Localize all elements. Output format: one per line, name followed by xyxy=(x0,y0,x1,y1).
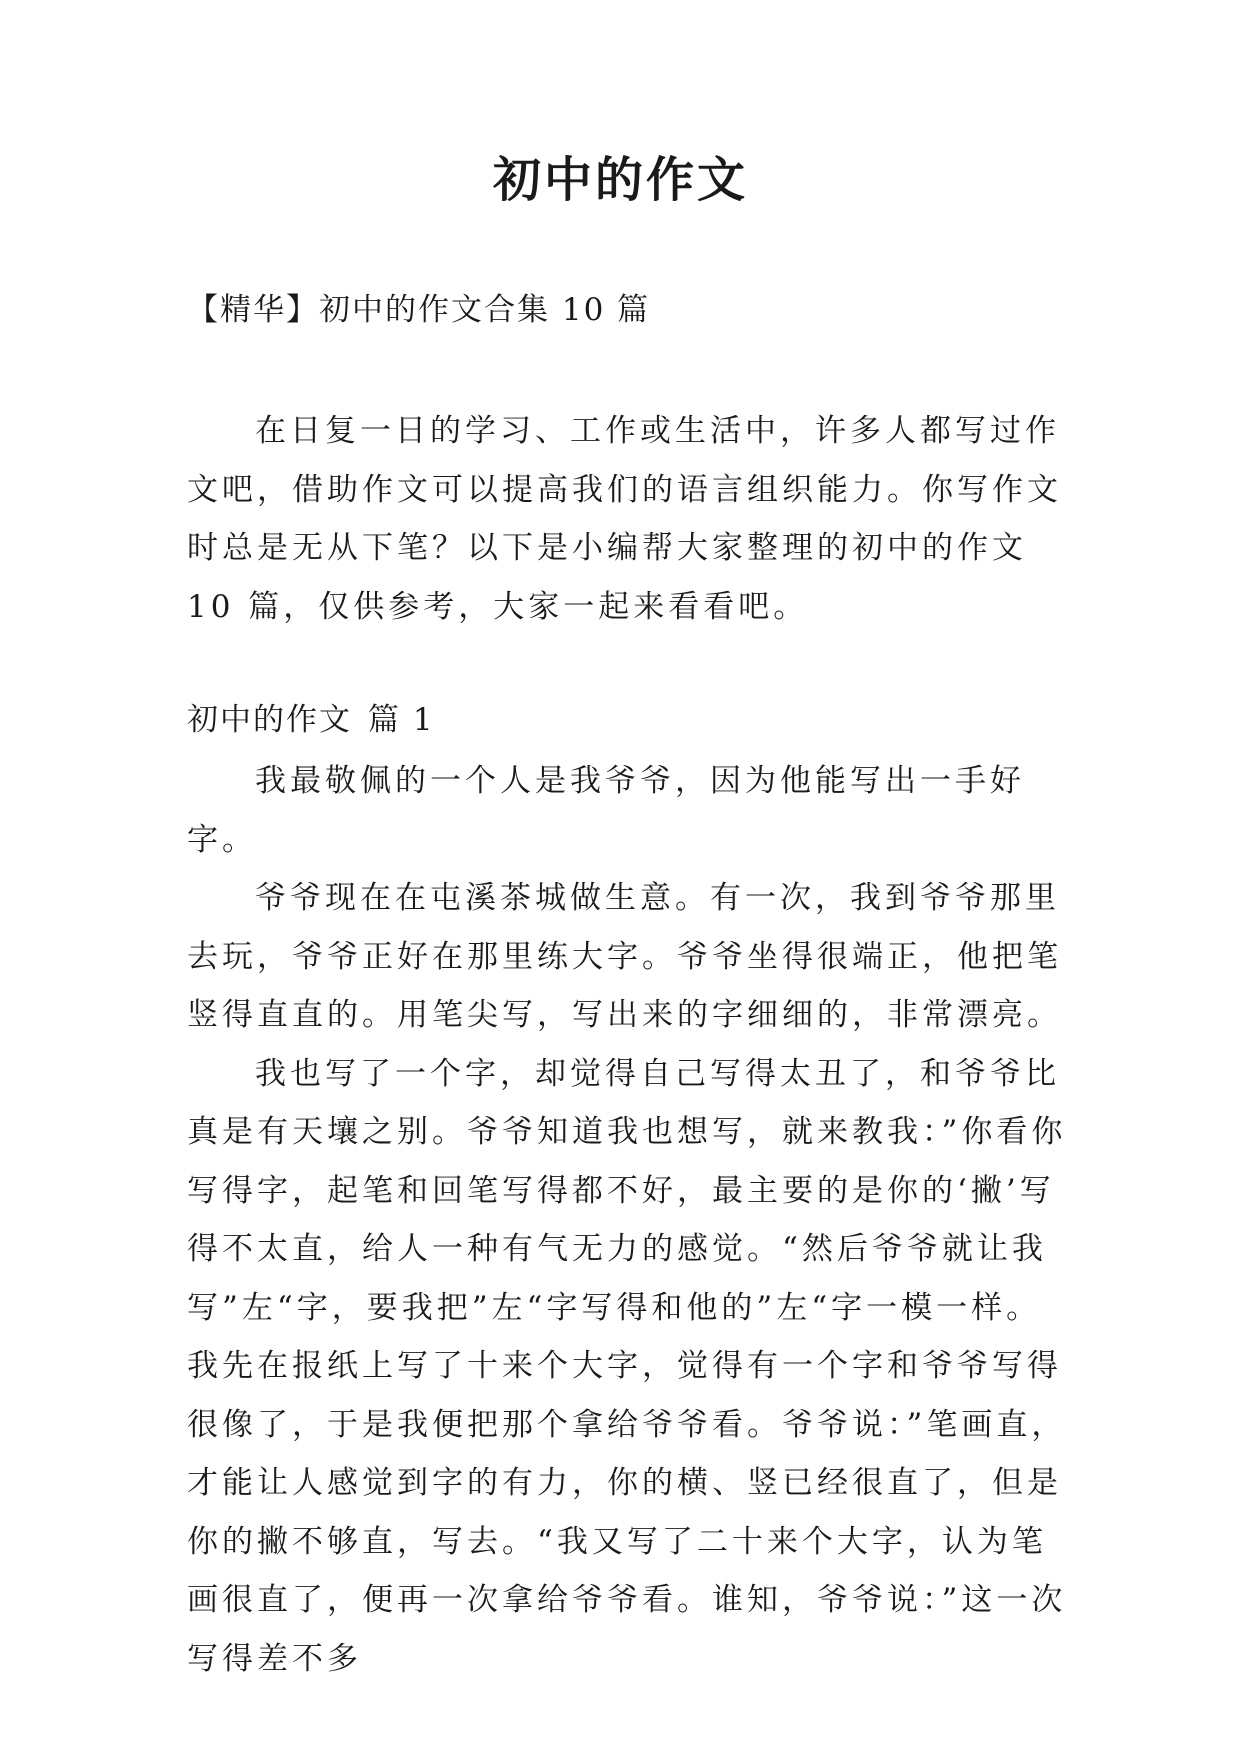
section-heading-title: 初中的作文 xyxy=(187,702,352,738)
essay-paragraph: 爷爷现在在屯溪茶城做生意。有一次，我到爷爷那里去玩，爷爷正好在那里练大字。爷爷坐得很端正，他把笔竖得直直的。用笔尖写，写出来的字细细的，非常漂亮。 xyxy=(187,880,1062,1033)
document-title: 初中的作文 xyxy=(492,152,748,208)
essay-paragraph: 我也写了一个字，却觉得自己写得太丑了，和爷爷比真是有天壤之别。爷爷知道我也想写，就来教我：”你看你写得字，起笔和回笔写得都不好，最主要的是你的‘撇’写得不太直，给人一种有气无力的感觉。“然后爷爷就让我写”左“字，要我把”左“字写得和他的”左“字一模一样。我先在报纸上写了十来个大字，觉得有一个字和爷爷写得很像了，于是我便把那个拿给爷爷看。爷爷说：”笔画直，才能让人感觉到字的有力，你的横、竖已经很直了，但是你的撇不够直，写去。“我又写了二十来个大字，认为笔画很直了，便再一次拿给爷爷看。谁知，爷爷说：”这一次写得差不多 xyxy=(187,1055,1067,1677)
section-heading-number: 篇 1 xyxy=(368,702,435,738)
essay-paragraph: 我最敬佩的一个人是我爷爷，因为他能写出一手好字。 xyxy=(187,763,1025,858)
intro-paragraph: 在日复一日的学习、工作或生活中，许多人都写过作文吧，借助作文可以提高我们的语言组织能力。你写作文时总是无从下笔？以下是小编帮大家整理的初中的作文 10 篇，仅供参考，大家一起来看看吧。 xyxy=(187,413,1062,625)
document-subtitle: 【精华】初中的作文合集 10 篇 xyxy=(187,292,651,328)
section-heading xyxy=(187,698,435,742)
intro-block xyxy=(187,402,1067,636)
essay-body xyxy=(187,752,1067,1688)
